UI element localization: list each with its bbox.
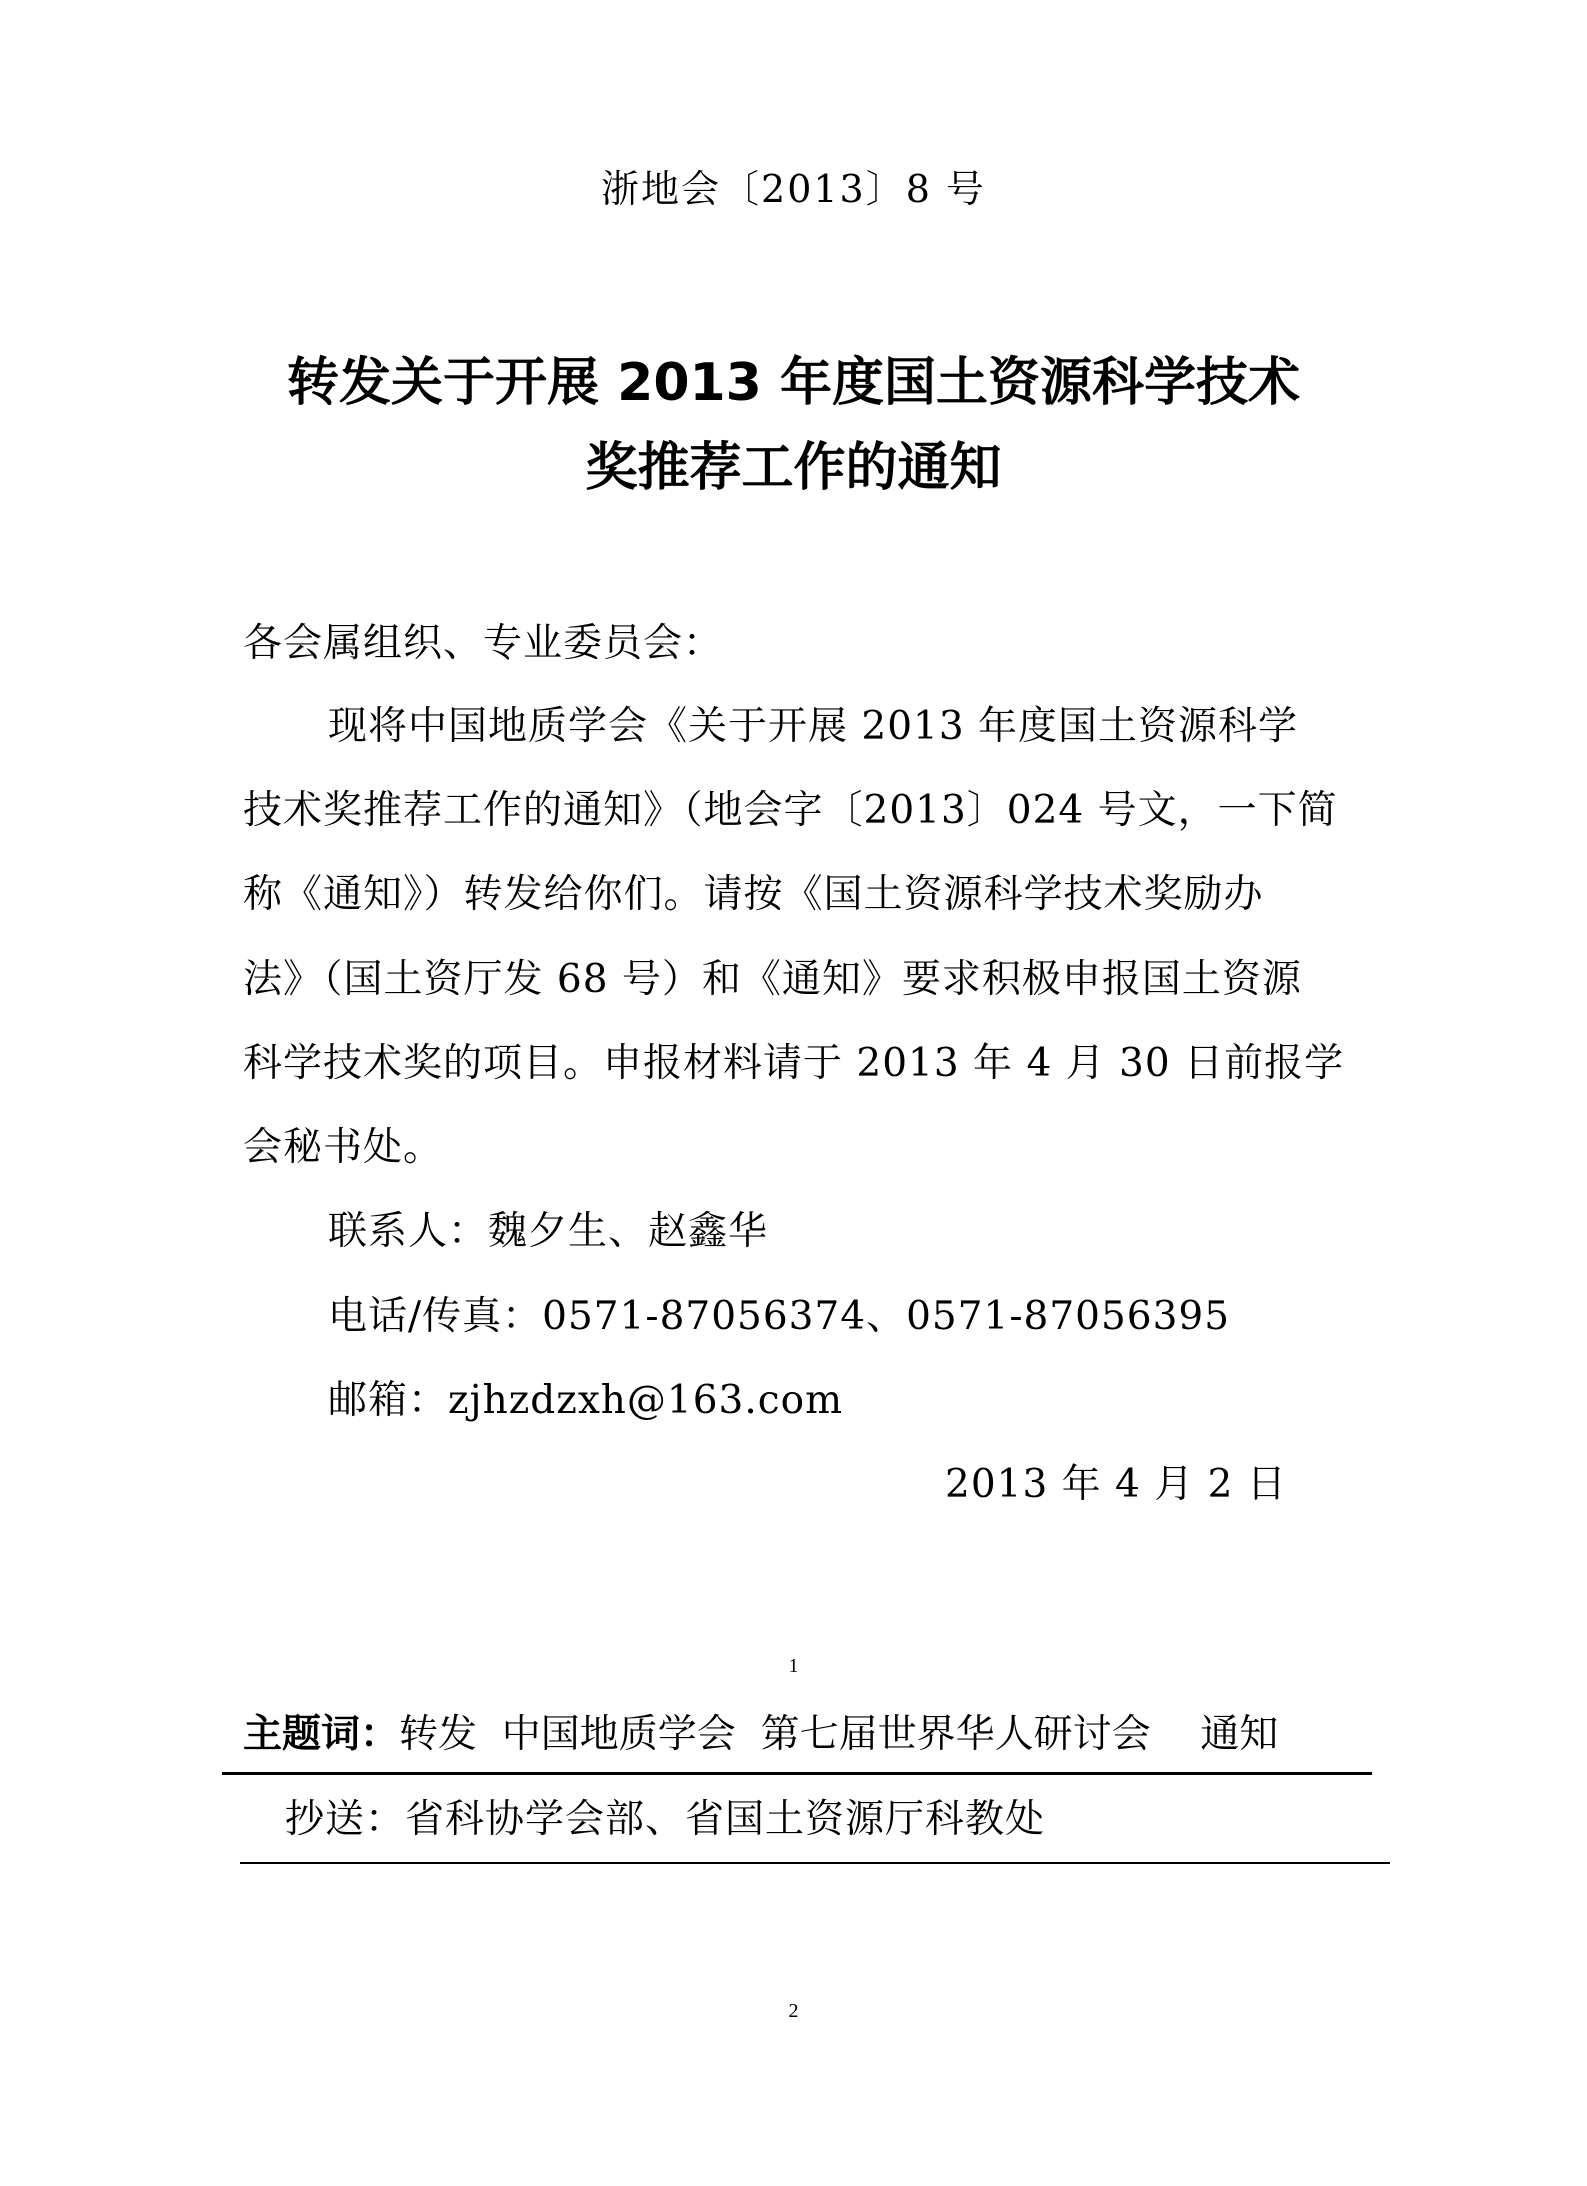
issue-date: 2013 年 4 月 2 日: [945, 1462, 1287, 1507]
salutation: 各会属组织、专业委员会：: [243, 621, 724, 666]
document-number: 浙地会〔2013〕8 号: [601, 167, 986, 211]
divider: [240, 1862, 1390, 1864]
divider: [222, 1772, 1372, 1775]
body-line: 科学技术奖的项目。申报材料请于 2013 年 4 月 30 日前报学: [243, 1041, 1345, 1086]
keywords: [243, 1703, 1278, 1759]
page-number: 2: [788, 2000, 799, 2022]
body-line: 法》（国土资厅发 68 号）和《通知》要求积极申报国土资源: [243, 957, 1302, 1002]
contact-person: 联系人：魏夕生、赵鑫华: [328, 1209, 769, 1254]
body-line: 现将中国地质学会《关于开展 2013 年度国土资源科学: [328, 704, 1299, 749]
body-line: 称《通知》）转发给你们。请按《国土资源科学技术奖励办: [243, 872, 1264, 917]
body-line: 技术奖推荐工作的通知》（地会字〔2013〕024 号文，一下简: [243, 788, 1338, 833]
title-line-2: 奖推荐工作的通知: [585, 438, 1002, 498]
phone-fax: 电话/传真：0571-87056374、0571-87056395: [328, 1294, 1231, 1339]
title-line-1: 转发关于开展 2013 年度国土资源科学技术: [287, 353, 1300, 413]
keywords-label: 主题词：: [243, 1712, 400, 1757]
body-line: 会秘书处。: [243, 1125, 444, 1170]
page-number: 1: [788, 1655, 799, 1677]
email-address: 邮箱：zjhzdzxh@163.com: [328, 1378, 844, 1423]
keywords-text: 转发 中国地质学会 第七届世界华人研讨会 通知: [399, 1712, 1279, 1757]
cc-line: 抄送：省科协学会部、省国土资源厅科教处: [285, 1797, 1046, 1842]
